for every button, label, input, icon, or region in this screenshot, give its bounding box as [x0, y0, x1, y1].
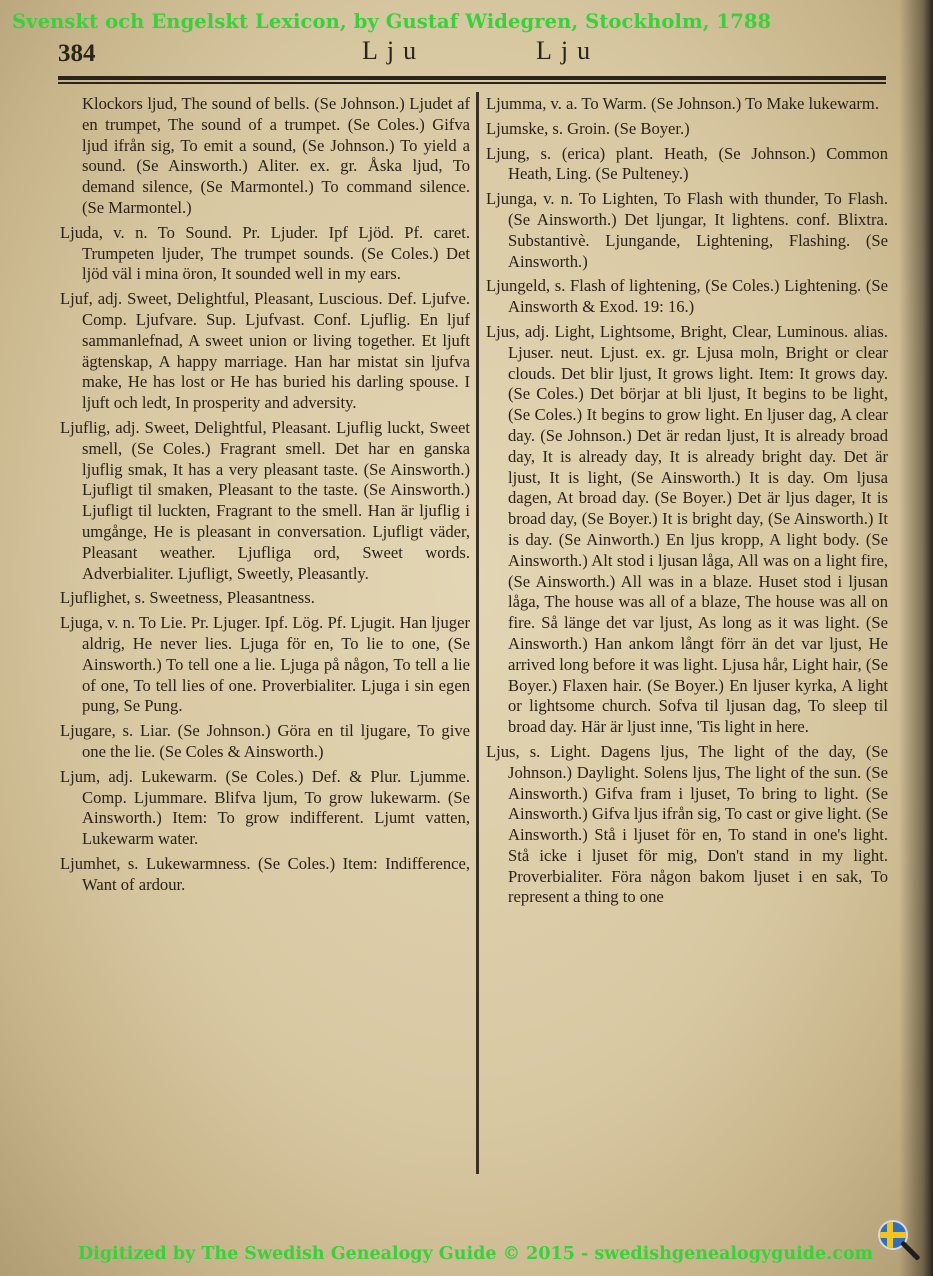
dictionary-entry: Ljus, s. Light. Dagens ljus, The light of the day, (Se Johnson.) Daylight. Solens ljus, The light of the sun. (Se Ainsworth.) Gifva fram i ljuset, To bring to light. (Se Ainsworth.) Gifva ljus ifrån sig, To cast or give light. (Se Ainsworth.) Stå i ljuset för en, To stand in one's light. Stå icke i ljuset för mig, Don't stand in my light. Proverbialiter. Föra någon bakom ljuset i en sak, To represent a thing to one: [486, 741, 888, 907]
column-divider: [476, 92, 479, 1174]
dictionary-entry: Ljuflig, adj. Sweet, Delightful, Pleasant. Ljuflig luckt, Sweet smell, (Se Coles.) Fragrant smell. Det har en ganska ljuflig smak, It has a very pleasant taste. (Se Ainsworth.) Ljufligt til smaken, Pleasant to the taste. (Se Ainsworth.) Ljufligt til luckten, Fragrant to the smell. Han är ljuflig i umgånge, He is pleasant in conversation. Ljufligt väder, Pleasant weather. Ljufliga ord, Sweet words. Adverbialiter. Ljufligt, Sweetly, Pleasantly.: [60, 417, 470, 583]
footer-credit: Digitized by The Swedish Genealogy Guide © 2015 - swedishgenealogyguide.com: [78, 1244, 874, 1264]
dictionary-entry: Ljunga, v. n. To Lighten, To Flash with thunder, To Flash. (Se Ainsworth.) Det ljungar, It lightens. conf. Blixtra. Substantivè. Ljungande, Lightening, Flashing. (Se Ainsworth.): [486, 189, 888, 271]
running-head-left: Lju: [362, 36, 426, 65]
running-head-right: Lju: [536, 36, 600, 65]
dictionary-entry: Ljumske, s. Groin. (Se Boyer.): [486, 118, 690, 138]
dictionary-entry: Ljumhet, s. Lukewarmness. (Se Coles.) Item: Indifference, Want of ardour.: [60, 853, 470, 894]
dictionary-entry: Ljum, adj. Lukewarm. (Se Coles.) Def. & Plur. Ljumme. Comp. Ljummare. Blifva ljum, To grow lukewarm. (Se Ainsworth.) Item: To grow indifferent. Ljumt vatten, Lukewarm water.: [60, 766, 470, 849]
dictionary-entry: Ljung, s. (erica) plant. Heath, (Se Johnson.) Common Heath, Ling. (Se Pulteney.): [486, 143, 888, 184]
dictionary-entry: Ljumma, v. a. To Warm. (Se Johnson.) To Make lukewarm.: [486, 94, 879, 113]
header-rule: [58, 76, 886, 80]
right-column: [486, 94, 888, 912]
dictionary-entry: Ljus, adj. Light, Lightsome, Bright, Clear, Luminous. alias. Ljuser. neut. Ljust. ex. gr. Ljusa moln, Bright or clear clouds. Det blir ljust, It grows light. Item: It grows day. (Se Coles.) Det börjar at bli ljust, It begins to be light, (Se Coles.) It begins to grow light. En ljuser dag, A clear day. (Se Johnson.) Det är redan ljust, It is already broad day, It is already day, It is already bright day. Det är ljust, It is light, (Se Ainsworth.) It is day. Om ljusa dagen, At broad day. (Se Boyer.) Det är ljus dager, It is broad day, (Se Boyer.) It is bright day, (Se Ainsworth.) It is day. (Se Ainworth.) En ljus kropp, A light body. (Se Ainsworth.) Alt stod i ljusan låga, All was on a light fire, (Se Ainsworth.) All was in a blaze. Huset stod i ljusan låga, The house was all of a blaze, The house was all on fire. Så länge det var ljust, As long as it was light. (Se Ainsworth.) Han ankom långt förr än det var ljust, He arrived long before it was light. Ljusa hår, Light hair, (Se Boyer.) Flaxen hair. (Se Boyer.) En ljuser kyrka, A light or lightsome church. Sofva til ljusan dag, To sleep til broad day. Här är ljust inne, 'Tis light in here.: [486, 321, 888, 737]
header-rule-thin: [58, 82, 886, 84]
dictionary-entry: Klockors ljud, The sound of bells. (Se Johnson.) Ljudet af en trumpet, The sound of a trumpet. (Se Coles.) Gifva ljud ifrån sig, To emit a sound, (Se Johnson.) To yield a sound. (Se Ainsworth.) Aliter. ex. gr. Åska ljud, To demand silence, (Se Marmontel.) To command silence. (Se Marmontel.): [82, 94, 470, 217]
left-column: [60, 94, 470, 899]
dictionary-entry: Ljungeld, s. Flash of lightening, (Se Coles.) Lightening. (Se Ainsworth & Exod. 19: 16.): [486, 276, 888, 317]
title-banner: Svenskt och Engelskt Lexicon, by Gustaf Widegren, Stockholm, 1788: [12, 10, 772, 33]
dictionary-entry: Ljuflighet, s. Sweetness, Pleasantness.: [60, 588, 315, 608]
dictionary-entry: Ljuda, v. n. To Sound. Pr. Ljuder. Ipf Ljöd. Pf. caret. Trumpeten ljuder, The trumpet sounds. (Se Coles.) Det ljöd väl i mina öron, It sounded well in my ears.: [60, 222, 470, 284]
dictionary-entry: Ljuf, adj. Sweet, Delightful, Pleasant, Luscious. Def. Ljufve. Comp. Ljufvare. Sup. Ljufvast. Conf. Ljuflig. En ljuf sammanlefnad, A sweet union or living together. Et ljuft ägtenskap, A happy marriage. Han har mistat sin ljufva make, He has lost or He has buried his darling spouse. I ljuft och ledt, In prosperity and adversity.: [60, 289, 470, 413]
page-edge-shadow: [899, 0, 933, 1276]
page-number: 384: [58, 40, 96, 67]
dictionary-entry: Ljugare, s. Liar. (Se Johnson.) Göra en til ljugare, To give one the lie. (Se Coles & Ainsworth.): [60, 721, 470, 761]
dictionary-entry: Ljuga, v. n. To Lie. Pr. Ljuger. Ipf. Lög. Pf. Ljugit. Han ljuger aldrig, He never lies. Ljuga för en, To lie to one, (Se Ainsworth.) To tell one a lie. Ljuga på någon, To tell a lie of one, To tell lies of one. Proverbialiter. Ljuga i sin egen pung, Se Pung.: [60, 613, 470, 716]
